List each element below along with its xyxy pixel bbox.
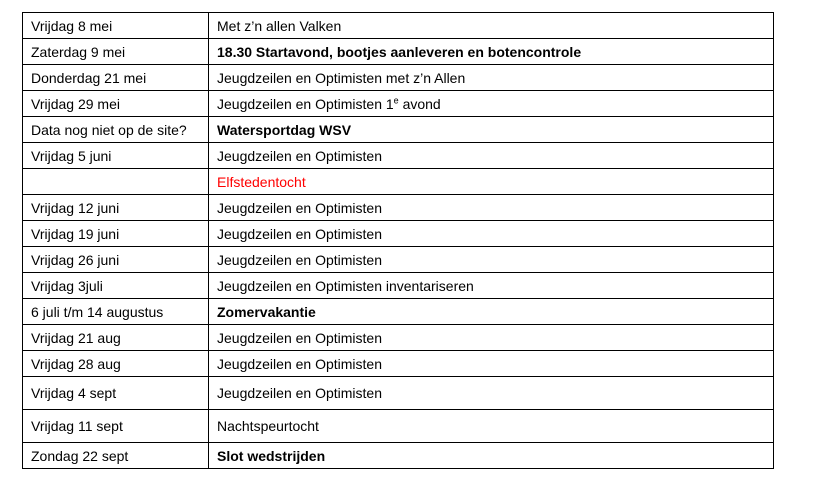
event-cell: 18.30 Startavond, bootjes aanleveren en botencontrole bbox=[209, 39, 774, 65]
table-row bbox=[23, 117, 774, 143]
table-row bbox=[23, 351, 774, 377]
date-cell: Vrijdag 21 aug bbox=[23, 325, 209, 351]
event-cell: Jeugdzeilen en Optimisten bbox=[209, 325, 774, 351]
date-cell: Zaterdag 9 mei bbox=[23, 39, 209, 65]
event-cell: Jeugdzeilen en Optimisten bbox=[209, 247, 774, 273]
date-cell: Vrijdag 29 mei bbox=[23, 91, 209, 117]
table-row bbox=[23, 13, 774, 39]
table-row bbox=[23, 410, 774, 443]
date-cell: Vrijdag 4 sept bbox=[23, 377, 209, 410]
event-text: Jeugdzeilen en Optimisten 1 bbox=[217, 95, 394, 112]
table-row bbox=[23, 91, 774, 117]
schedule-table bbox=[22, 12, 774, 469]
date-cell: Zondag 22 sept bbox=[23, 443, 209, 469]
event-cell: Jeugdzeilen en Optimisten met z’n Allen bbox=[209, 65, 774, 91]
table-row bbox=[23, 143, 774, 169]
event-cell: Jeugdzeilen en Optimisten bbox=[209, 143, 774, 169]
date-cell: Vrijdag 11 sept bbox=[23, 410, 209, 443]
event-cell: Zomervakantie bbox=[209, 299, 774, 325]
table-row bbox=[23, 65, 774, 91]
event-cell: Jeugdzeilen en Optimisten bbox=[209, 195, 774, 221]
table-row bbox=[23, 39, 774, 65]
table-row bbox=[23, 377, 774, 410]
date-cell: Donderdag 21 mei bbox=[23, 65, 209, 91]
date-cell: Vrijdag 26 juni bbox=[23, 247, 209, 273]
event-cell: Jeugdzeilen en Optimisten inventariseren bbox=[209, 273, 774, 299]
event-cell bbox=[209, 91, 774, 117]
table-row bbox=[23, 443, 774, 469]
date-cell: Vrijdag 19 juni bbox=[23, 221, 209, 247]
ordinal-superscript: e bbox=[393, 94, 399, 105]
date-cell: Vrijdag 28 aug bbox=[23, 351, 209, 377]
event-cell: Jeugdzeilen en Optimisten bbox=[209, 351, 774, 377]
event-cell: Met z’n allen Valken bbox=[209, 13, 774, 39]
event-cell-highlight: Elfstedentocht bbox=[209, 169, 774, 195]
table-row bbox=[23, 299, 774, 325]
date-cell bbox=[23, 169, 209, 195]
event-cell: Jeugdzeilen en Optimisten bbox=[209, 377, 774, 410]
date-cell: Vrijdag 3juli bbox=[23, 273, 209, 299]
event-cell: Jeugdzeilen en Optimisten bbox=[209, 221, 774, 247]
date-cell: Vrijdag 5 juni bbox=[23, 143, 209, 169]
table-row bbox=[23, 221, 774, 247]
date-cell: Vrijdag 12 juni bbox=[23, 195, 209, 221]
event-cell: Watersportdag WSV bbox=[209, 117, 774, 143]
table-row bbox=[23, 195, 774, 221]
date-cell: 6 juli t/m 14 augustus bbox=[23, 299, 209, 325]
date-cell: Data nog niet op de site? bbox=[23, 117, 209, 143]
table-row bbox=[23, 247, 774, 273]
event-text-suffix: avond bbox=[398, 95, 441, 112]
date-cell: Vrijdag 8 mei bbox=[23, 13, 209, 39]
table-row bbox=[23, 325, 774, 351]
table-row bbox=[23, 273, 774, 299]
event-cell: Slot wedstrijden bbox=[209, 443, 774, 469]
event-cell: Nachtspeurtocht bbox=[209, 410, 774, 443]
table-row bbox=[23, 169, 774, 195]
